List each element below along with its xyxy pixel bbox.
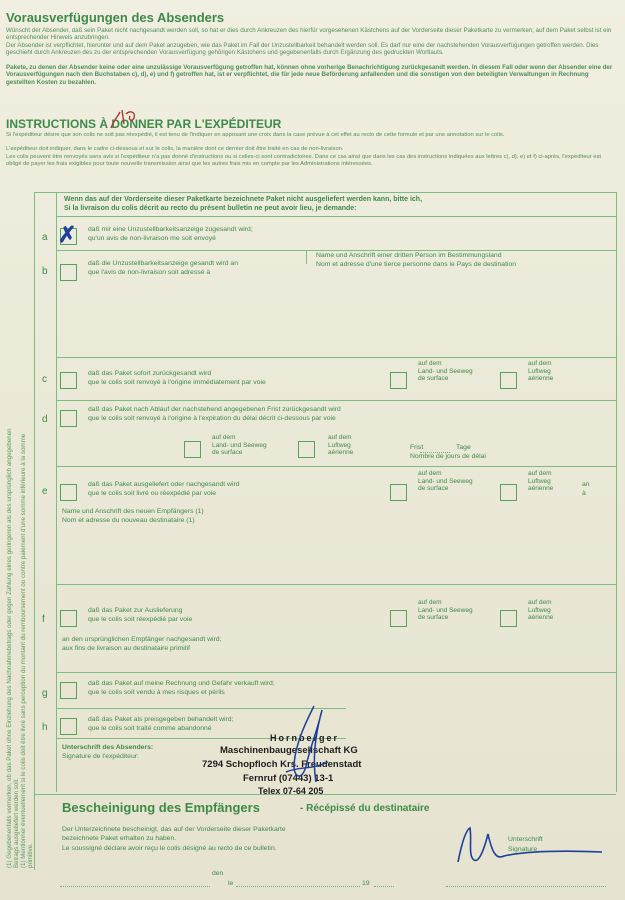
stamp-line-5: Telex 07-64 205 <box>258 786 324 796</box>
c-land-labels <box>418 360 473 383</box>
header-para-de-3: Pakete, zu denen der Absender keine oder eine unzulässige Vorausverfügung getroffen hat, können ohne vorherige Benachrichtigung zurückgesandt werden. In diesem Fall oder wenn der Absender eine der Vorausverfügungen nach den Buchstaben c), d), e) und f) getroffen hat, ist er verpflichtet, die für jede neue Beförderung anfallenden und die sonstigen von den beteiligten Verwaltungen in Rechnung gestellten Kosten zu bezahlen. <box>6 64 613 86</box>
c-land-fr: de surface <box>418 375 449 383</box>
row-b-right-de: Name und Anschrift einer dritten Person im Bestimmungsland <box>316 252 502 259</box>
frist-fr-label: Nombre de jours de délai <box>410 453 486 460</box>
frame-right-line <box>616 192 617 792</box>
e-air-de2: Luftweg <box>528 477 551 485</box>
f-air-fr: aérienne <box>528 614 554 622</box>
f-air-labels <box>528 599 553 622</box>
checkbox-f-air[interactable] <box>500 610 517 627</box>
row-g-fr: que le colis soit vendu à mes risques et périls <box>88 689 225 696</box>
row-b-right-fr: Nom et adresse d'une tierce personne dans le Pays de destination <box>316 261 517 268</box>
row-a-de: daß mir eine Unzustellbarkeitsanzeige zugesandt wird; <box>88 226 253 233</box>
divider-e <box>56 584 616 585</box>
d-land-de1: auf dem <box>212 434 236 441</box>
row-letter-c: c <box>42 374 47 385</box>
row-letter-a: a <box>42 232 48 243</box>
receipt-text-de-1: Der Unterzeichnete bescheinigt, das auf der Vorderseite dieser Paketkarte <box>62 826 286 833</box>
row-f-fr2: aux fins de livraison au destinataire primitif <box>62 645 191 652</box>
row-f-fr: que le colis soit réexpédié par voie <box>88 616 193 623</box>
receipt-text-de-2: bezeichnete Paket erhalten zu haben. <box>62 835 177 842</box>
checkbox-a-mark: ✗ <box>58 222 77 247</box>
frist-label: Frist <box>410 444 424 451</box>
sender-handwritten-signature-icon <box>266 702 346 802</box>
frame-intro-de: Wenn das auf der Vorderseite dieser Paketkarte bezeichnete Paket nicht ausgeliefert werden kann, bitte ich, <box>64 196 423 203</box>
divider-c <box>56 400 616 401</box>
c-air-fr: aérienne <box>528 375 554 383</box>
row-letter-b: b <box>42 266 48 277</box>
e-land-labels <box>418 470 473 493</box>
side-note-2: Betrags ausgeliefert werden soll. <box>13 778 20 868</box>
row-a-fr: qu'un avis de non-livraison me soit envoyé <box>88 235 216 242</box>
e-land-fr: de surface <box>418 485 449 493</box>
sender-signature-de: Unterschrift des Absenders: <box>62 744 154 751</box>
receipt-title-fr: - Récépissé du destinataire <box>300 803 430 814</box>
red-scribble-icon <box>108 106 142 136</box>
c-land-de2: Land- und Seeweg <box>418 367 473 375</box>
recipient-handwritten-signature-icon <box>452 822 618 874</box>
row-letter-e: e <box>42 486 48 497</box>
frame-left-line <box>34 192 35 870</box>
f-land-de1: auf dem <box>418 599 442 606</box>
d-land-fr: de surface <box>212 449 243 457</box>
header-para-fr-1: Si l'expéditeur désire que son colis ne soit pas réexpédié, il est tenu de l'indiquer en apposant une croix dans la case prévue à cet effet au recto de cette formule et par une annotation sur le colis. <box>6 132 505 138</box>
divider-b <box>56 357 616 358</box>
c-air-de2: Luftweg <box>528 367 551 375</box>
row-letter-f: f <box>42 614 45 625</box>
e-land-de1: auf dem <box>418 470 442 477</box>
f-land-de2: Land- und Seeweg <box>418 606 473 614</box>
e-air-labels <box>528 470 553 493</box>
receipt-signature-input[interactable] <box>446 886 606 887</box>
f-air-de1: auf dem <box>528 599 552 606</box>
row-f-de2: an den ursprünglichen Empfänger nachgesandt wird; <box>62 636 222 643</box>
f-land-fr: de surface <box>418 614 449 622</box>
row-e-new-fr: Nom et adresse du nouveau destinataire (1) <box>62 517 195 524</box>
row-d-fr: que le colis soit renvoyé à l'origine à l'expiration du délai décrit ci-dessous par voie <box>88 415 336 422</box>
row-d-de: daß das Paket nach Ablauf der nachstehend angegebenen Frist zurückgesandt wird <box>88 406 341 413</box>
e-an-label: an <box>582 481 590 488</box>
divider-d <box>56 466 616 467</box>
receipt-year-input[interactable] <box>374 886 394 887</box>
checkbox-e-air[interactable] <box>500 484 517 501</box>
d-air-de1: auf dem <box>328 434 352 441</box>
c-air-de1: auf dem <box>528 360 552 367</box>
header-para-fr-2: L'expéditeur doit indiquer, dans le cadre ci-dessous et sur le colis, la manière dont ce dernier doit être traité en cas de non-livraison. <box>6 146 344 152</box>
row-letter-g: g <box>42 688 48 699</box>
stamp-line-3: 7294 Schopfloch Krs. Freudenstadt <box>202 759 362 770</box>
c-land-de1: auf dem <box>418 360 442 367</box>
row-e-fr: que le colis soit livré ou réexpédié par voie <box>88 490 217 497</box>
receipt-sig-de: Unterschrift <box>508 836 543 843</box>
f-air-de2: Luftweg <box>528 606 551 614</box>
row-h-fr: que le colis soit traité comme abandonné <box>88 725 212 732</box>
receipt-den: den <box>212 870 224 877</box>
stamp-line-2: Maschinenbaugesellschaft KG <box>220 745 358 756</box>
title-fr: INSTRUCTIONS À DONNER PAR L'EXPÉDITEUR <box>6 117 282 131</box>
divider-intro <box>56 216 616 217</box>
row-h-de: daß das Paket als preisgegeben behandelt wird; <box>88 716 234 723</box>
checkbox-c[interactable] <box>60 372 77 389</box>
checkbox-c-air[interactable] <box>500 372 517 389</box>
receipt-year: 19 <box>362 880 370 887</box>
frist-input[interactable] <box>420 452 450 453</box>
d-air-fr: aérienne <box>328 449 354 457</box>
checkbox-f-land[interactable] <box>390 610 407 627</box>
side-note-4: primitive. <box>27 843 34 868</box>
row-letter-d: d <box>42 414 48 425</box>
receipt-date-input[interactable] <box>236 886 360 887</box>
d-land-labels <box>212 434 267 457</box>
checkbox-d[interactable] <box>60 410 77 427</box>
row-c-de: daß das Paket sofort zurückgesandt wird <box>88 370 212 377</box>
row-f-de: daß das Paket zur Auslieferung <box>88 607 183 614</box>
e-air-fr: aérienne <box>528 485 554 493</box>
side-note-1: (1) Gegebenenfalls vermerken, ob das Paket ohne Einziehung des Nachnahmebetrags oder gegen Zahlung eines geringeren als des ursprünglich angegebenen <box>6 428 13 868</box>
checkbox-d-land[interactable] <box>184 441 201 458</box>
e-air-de1: auf dem <box>528 470 552 477</box>
receipt-place-input[interactable] <box>60 886 210 887</box>
checkbox-f[interactable] <box>60 610 77 627</box>
row-e-de: daß das Paket ausgeliefert oder nachgesandt wird <box>88 481 240 488</box>
checkbox-c-land[interactable] <box>390 372 407 389</box>
receipt-sig-fr: Signature <box>508 846 538 853</box>
row-g-de: daß das Paket auf meine Rechnung und Gefahr verkauft wird; <box>88 680 275 687</box>
stamp-line-4: Fernruf (07443) 13-1 <box>243 773 334 784</box>
row-letter-h: h <box>42 722 48 733</box>
frame-top-line <box>34 192 616 193</box>
checkbox-e-land[interactable] <box>390 484 407 501</box>
e-land-de2: Land- und Seeweg <box>418 477 473 485</box>
divider-a <box>56 250 616 251</box>
d-air-labels <box>328 434 353 457</box>
receipt-text-fr: Le soussigné déclare avoir reçu le colis désigné au recto de ce bulletin. <box>62 845 277 852</box>
checkbox-h[interactable] <box>60 718 77 735</box>
e-a-label: à <box>582 490 586 497</box>
row-b-fr: que l'avis de non-livraison soit adressé à <box>88 269 211 276</box>
row-b-de: daß die Unzustellbarkeitsanzeige gesandt wird an <box>88 260 238 267</box>
divider-b-vertical <box>306 250 307 264</box>
header-para-fr-3: Les colis peuvent être renvoyés sans avis si l'expéditeur n'a pas donné d'instructions ou si celles-ci sont contradictoires. Dans ce cas ainsi que dans les cas des instructions indiquées aux lettres c), d), e) et f) ci-après, l'expéditeur est obligé de payer les frais exigibles pour toute nouvelle transmission ainsi que les autres frais mis en compte par les Administrations intéressées. <box>6 154 602 167</box>
checkbox-g[interactable] <box>60 682 77 699</box>
d-land-de2: Land- und Seeweg <box>212 441 267 449</box>
receipt-title-de: Bescheinigung des Empfängers <box>62 800 260 815</box>
header-para-de-2: Der Absender ist verpflichtet, hierunter und auf dem Paket anzugeben, wie das Paket im Fall der Unzustellbarkeit behandelt werden soll. Es darf nur eine der nachstehenden Vorausverfügungen getroffen werden. Dies geschieht durch Ankreuzen des zu der entsprechenden Vorausverfügung gehörigen Kästchens und gegebenenfalls durch Ergänzung des gedruckten Wortlauts. <box>6 42 599 57</box>
tage-label: Tage <box>456 444 471 451</box>
checkbox-b[interactable] <box>60 264 77 281</box>
divider-receipt <box>34 794 616 795</box>
row-e-new-de: Name und Anschrift des neuen Empfängers (1) <box>62 508 204 515</box>
row-c-fr: que le colis soit renvoyé à l'origine immédiatement par voie <box>88 379 266 386</box>
d-air-de2: Luftweg <box>328 441 351 449</box>
title-de: Vorausverfügungen des Absenders <box>6 10 225 25</box>
header-para-de-1: Wünscht der Absender, daß sein Paket nicht nachgesandt werden soll, so hat er dies durch Ankreuzen des hierfür vorgesehenen Kästchens auf der Vorderseite dieser Paketkarte zu vermerken; auf dem Paket selbst ist ein entsprechender Hinweis anzubringen. <box>6 27 612 42</box>
frame-intro-fr: Si la livraison du colis décrit au recto du présent bulletin ne peut avoir lieu, je demande: <box>64 205 357 212</box>
checkbox-e[interactable] <box>60 484 77 501</box>
frame-letter-line <box>56 192 57 792</box>
stamp-line-1: Hornberger <box>270 733 340 743</box>
sender-signature-fr: Signature de l'expéditeur: <box>62 753 139 760</box>
f-land-labels <box>418 599 473 622</box>
checkbox-d-air[interactable] <box>298 441 315 458</box>
divider-f <box>56 672 616 673</box>
c-air-labels <box>528 360 553 383</box>
receipt-le: le <box>228 880 234 887</box>
side-note-3: (1) Mentionner éventuellement si le colis doit être livré sans perception du montant du remboursement ou contre paiement d'une somme inférieure à la somme <box>20 433 27 868</box>
